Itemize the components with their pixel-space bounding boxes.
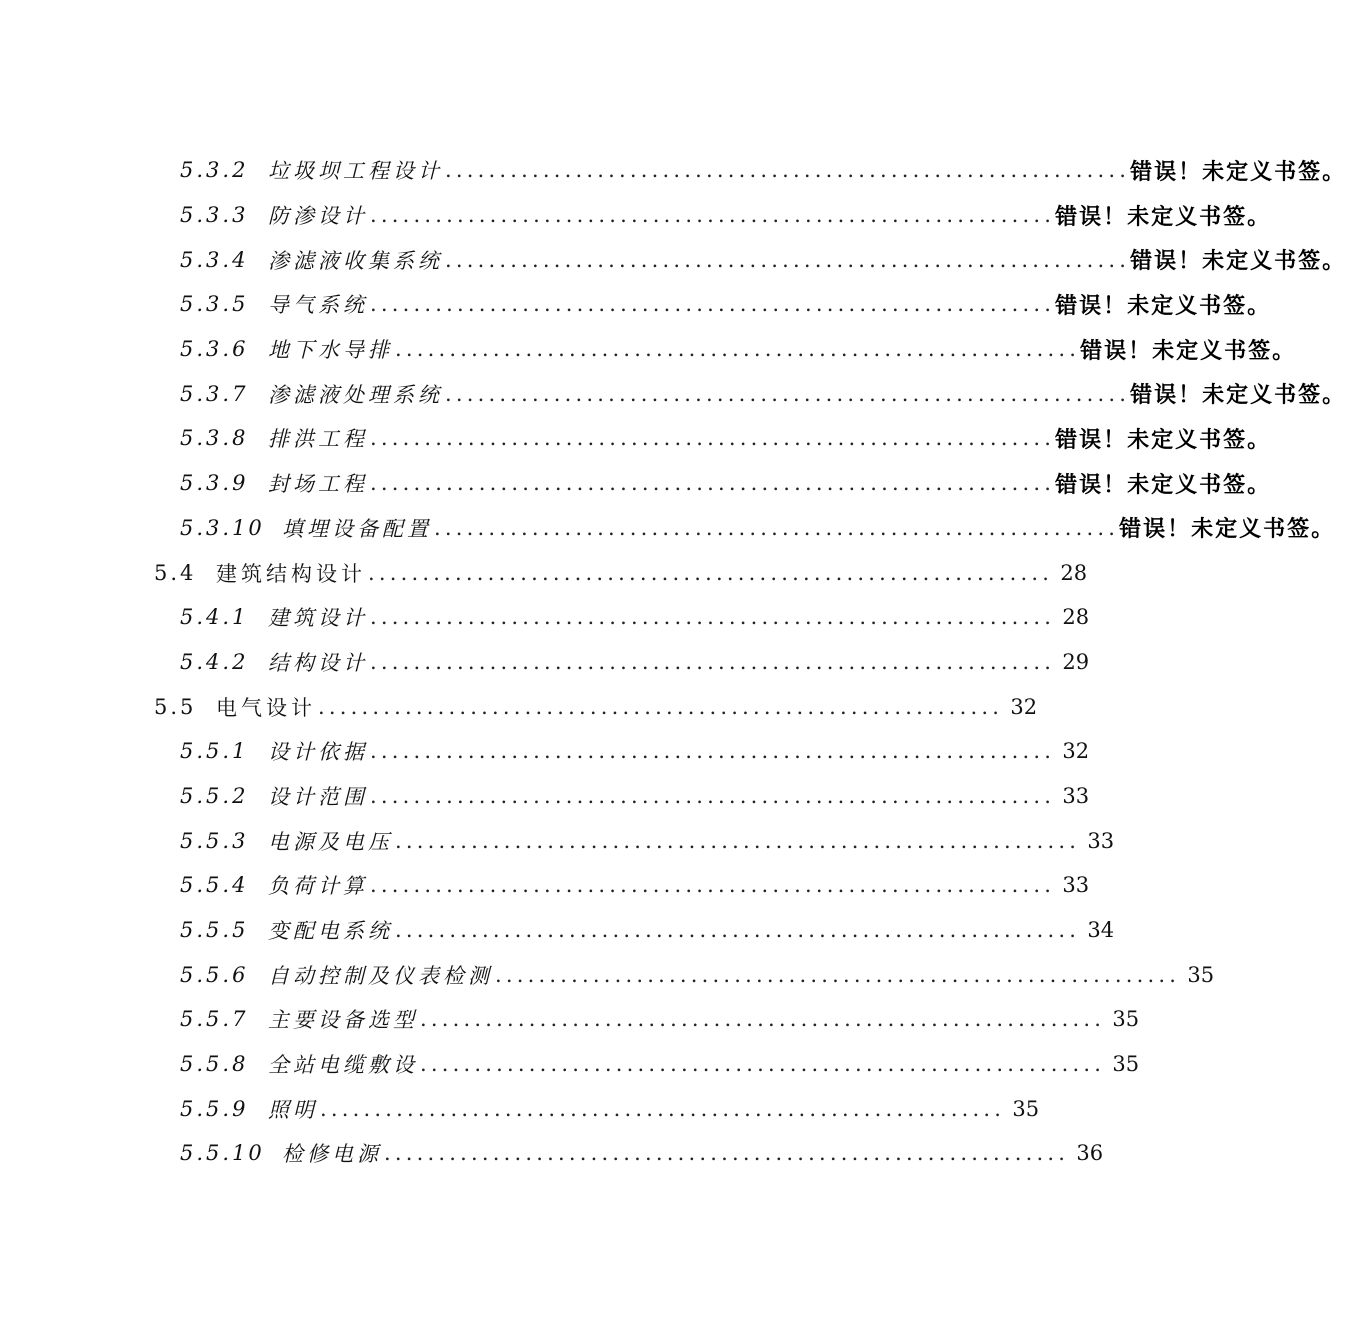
toc-entry-title: 渗滤液收集系统 <box>268 248 443 273</box>
toc-entry-number: 5.3.5 <box>180 292 249 317</box>
toc-entry-number: 5.4.2 <box>180 649 249 674</box>
toc-entry[interactable] <box>0 237 1346 282</box>
dot-leader: ............................................................... <box>445 158 1131 183</box>
toc-entry-title: 主要设备选型 <box>268 1008 418 1033</box>
toc-entry-page-number: 32 <box>1010 694 1038 719</box>
dot-leader: ............................................................... <box>420 1007 1106 1032</box>
toc-entry-page-number: 35 <box>1187 962 1215 987</box>
toc-entry-page-number: 33 <box>1062 873 1090 898</box>
toc-entry-number: 5.3.7 <box>180 381 249 406</box>
dot-leader: ............................................................... <box>420 1052 1106 1077</box>
dot-leader: ............................................................... <box>395 337 1081 362</box>
dot-leader: ............................................................... <box>434 515 1120 540</box>
bookmark-error-text: 错误！未定义书签。 <box>1080 338 1297 364</box>
toc-entry-title: 排洪工程 <box>268 427 368 452</box>
bookmark-error-text: 错误！未定义书签。 <box>1119 517 1336 543</box>
toc-entry[interactable] <box>0 550 1088 595</box>
toc-entry-page-number: 32 <box>1062 739 1090 764</box>
dot-leader: ............................................................... <box>495 962 1181 987</box>
toc-entry[interactable] <box>0 684 1038 729</box>
dot-leader: ............................................................... <box>370 605 1056 630</box>
toc-entry[interactable] <box>0 371 1346 416</box>
toc-entry-number: 5.3.6 <box>180 337 249 362</box>
toc-entry-title: 导气系统 <box>268 293 368 318</box>
toc-entry[interactable] <box>0 1131 1104 1176</box>
toc-entry[interactable] <box>0 148 1346 193</box>
toc-entry-page-number: 35 <box>1112 1052 1140 1077</box>
toc-entry[interactable] <box>0 506 1336 551</box>
toc-entry-number: 5.5.5 <box>180 918 249 943</box>
toc-entry-number: 5.3.4 <box>180 247 249 272</box>
bookmark-error-text: 错误！未定义书签。 <box>1055 427 1272 453</box>
toc-entry[interactable] <box>0 997 1140 1042</box>
toc-entry[interactable] <box>0 729 1090 774</box>
toc-entry-number: 5.3.10 <box>180 515 265 540</box>
toc-entry-title: 结构设计 <box>268 650 368 675</box>
toc-entry-number: 5.5.2 <box>180 783 249 808</box>
toc-entry[interactable] <box>0 1086 1040 1131</box>
dot-leader: ............................................................... <box>384 1141 1070 1166</box>
toc-entry[interactable] <box>0 327 1297 372</box>
bookmark-error-text: 错误！未定义书签。 <box>1130 383 1346 409</box>
toc-entry-page-number: 28 <box>1060 560 1088 585</box>
toc-entry[interactable] <box>0 193 1272 238</box>
toc-entry-title: 照明 <box>268 1097 318 1122</box>
toc-entry-number: 5.5.4 <box>180 873 249 898</box>
toc-entry-number: 5.3.9 <box>180 471 249 496</box>
toc-entry[interactable] <box>0 595 1090 640</box>
toc-entry-title: 变配电系统 <box>268 919 393 944</box>
toc-entry-title: 填埋设备配置 <box>282 516 432 541</box>
bookmark-error-text: 错误！未定义书签。 <box>1130 159 1346 185</box>
toc-entry-number: 5.5.1 <box>180 739 249 764</box>
toc-entry-title: 封场工程 <box>268 472 368 497</box>
toc-entry-page-number: 35 <box>1012 1096 1040 1121</box>
toc-entry[interactable] <box>0 640 1090 685</box>
toc-entry-page-number: 34 <box>1087 918 1115 943</box>
dot-leader: ............................................................... <box>318 694 1004 719</box>
bookmark-error-text: 错误！未定义书签。 <box>1055 204 1272 230</box>
toc-entry[interactable] <box>0 461 1272 506</box>
dot-leader: ............................................................... <box>370 471 1056 496</box>
bookmark-error-text: 错误！未定义书签。 <box>1055 472 1272 498</box>
toc-entry[interactable] <box>0 416 1272 461</box>
toc-entry[interactable] <box>0 863 1090 908</box>
toc-entry[interactable] <box>0 952 1215 997</box>
toc-entry-title: 建筑设计 <box>268 606 368 631</box>
toc-entry-number: 5.5.6 <box>180 962 249 987</box>
dot-leader: ............................................................... <box>370 426 1056 451</box>
toc-entry-title: 地下水导排 <box>268 338 393 363</box>
dot-leader: ............................................................... <box>370 203 1056 228</box>
dot-leader: ............................................................... <box>320 1096 1006 1121</box>
toc-entry-number: 5.3.8 <box>180 426 249 451</box>
toc-entry[interactable] <box>0 774 1090 819</box>
toc-entry[interactable] <box>0 818 1115 863</box>
toc-entry-number: 5.5.7 <box>180 1007 249 1032</box>
dot-leader: ............................................................... <box>370 292 1056 317</box>
toc-entry-title: 自动控制及仪表检测 <box>268 963 493 988</box>
dot-leader: ............................................................... <box>445 381 1131 406</box>
toc-entry-title: 垃圾坝工程设计 <box>268 159 443 184</box>
dot-leader: ............................................................... <box>395 918 1081 943</box>
toc-entry-title: 检修电源 <box>282 1142 382 1167</box>
bookmark-error-text: 错误！未定义书签。 <box>1130 249 1346 275</box>
toc-entry-number: 5.5.10 <box>180 1141 265 1166</box>
toc-entry-number: 5.4 <box>154 560 197 585</box>
toc-entry-number: 5.5.3 <box>180 828 249 853</box>
table-of-contents <box>0 148 1346 1176</box>
toc-entry-page-number: 33 <box>1087 828 1115 853</box>
toc-entry-number: 5.3.2 <box>180 158 249 183</box>
dot-leader: ............................................................... <box>370 649 1056 674</box>
toc-entry-page-number: 36 <box>1076 1141 1104 1166</box>
toc-entry-title: 全站电缆敷设 <box>268 1053 418 1078</box>
dot-leader: ............................................................... <box>370 739 1056 764</box>
toc-entry-page-number: 28 <box>1062 605 1090 630</box>
toc-entry[interactable] <box>0 1042 1140 1087</box>
toc-entry[interactable] <box>0 908 1115 953</box>
toc-entry-page-number: 29 <box>1062 649 1090 674</box>
toc-entry-number: 5.5.9 <box>180 1096 249 1121</box>
bookmark-error-text: 错误！未定义书签。 <box>1055 293 1272 319</box>
toc-entry-title: 设计依据 <box>268 740 368 765</box>
toc-entry-number: 5.4.1 <box>180 605 249 630</box>
toc-entry-title: 电源及电压 <box>268 829 393 854</box>
toc-entry-page-number: 35 <box>1112 1007 1140 1032</box>
dot-leader: ............................................................... <box>368 560 1054 585</box>
toc-entry-title: 防渗设计 <box>268 204 368 229</box>
toc-entry-page-number: 33 <box>1062 783 1090 808</box>
toc-entry-title: 电气设计 <box>216 695 316 720</box>
dot-leader: ............................................................... <box>395 828 1081 853</box>
toc-entry-title: 建筑结构设计 <box>216 561 366 586</box>
dot-leader: ............................................................... <box>370 783 1056 808</box>
dot-leader: ............................................................... <box>445 247 1131 272</box>
toc-entry-title: 设计范围 <box>268 784 368 809</box>
toc-entry-number: 5.5.8 <box>180 1052 249 1077</box>
toc-entry[interactable] <box>0 282 1272 327</box>
dot-leader: ............................................................... <box>370 873 1056 898</box>
toc-entry-number: 5.5 <box>154 694 197 719</box>
toc-entry-title: 负荷计算 <box>268 874 368 899</box>
toc-entry-number: 5.3.3 <box>180 203 249 228</box>
toc-entry-title: 渗滤液处理系统 <box>268 382 443 407</box>
